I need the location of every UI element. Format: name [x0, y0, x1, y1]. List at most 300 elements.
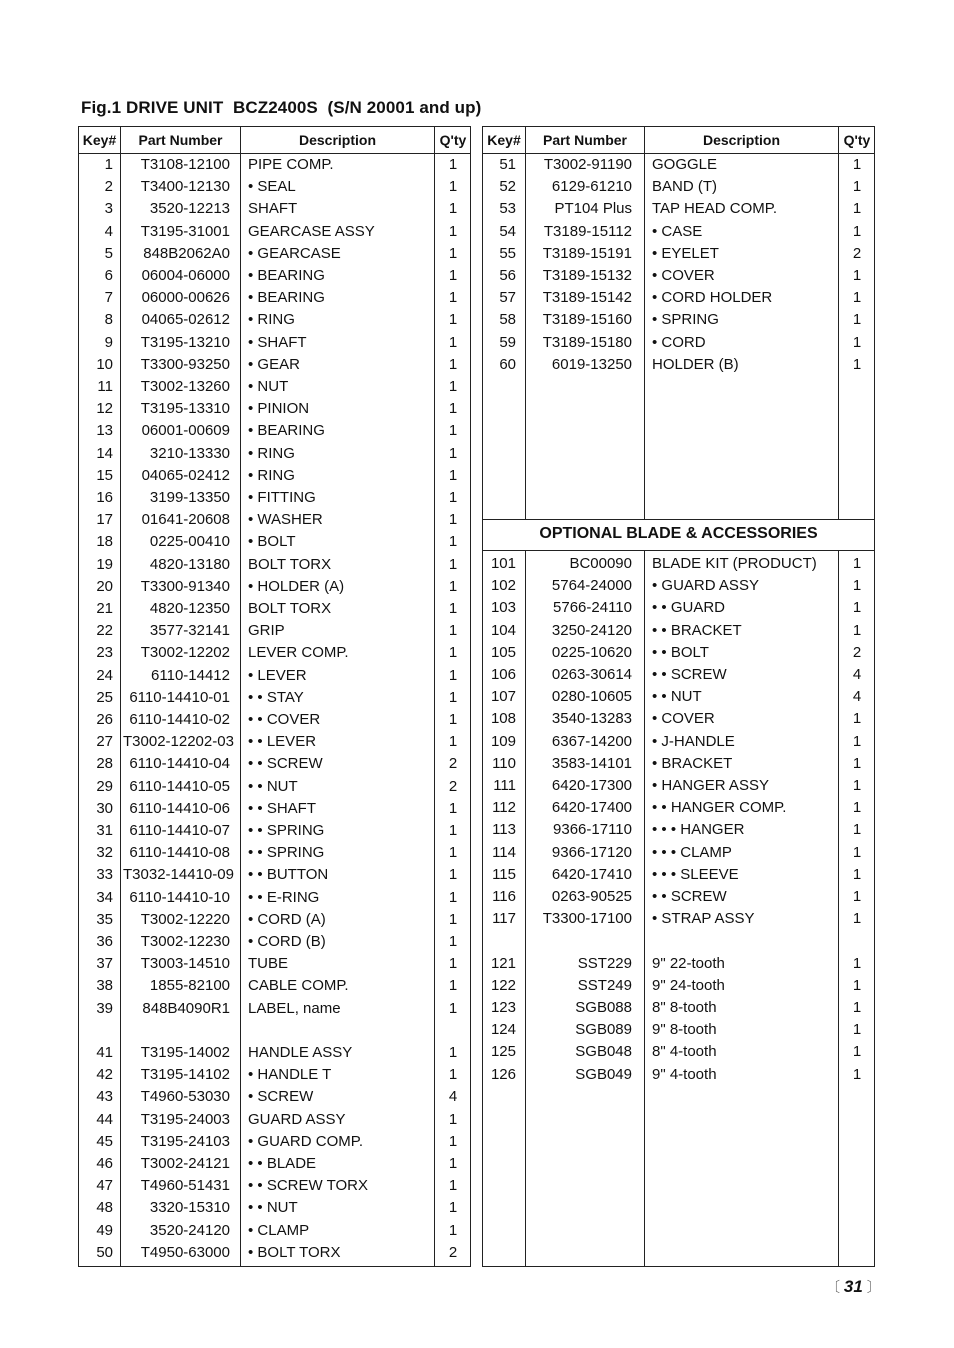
table-row	[79, 776, 470, 798]
part-number-cell: 06001-00609	[141, 422, 230, 440]
key-cell: 121	[490, 954, 516, 972]
table-row	[79, 1242, 470, 1264]
qty-cell: 1	[852, 799, 862, 817]
table-row	[483, 864, 874, 886]
table-row	[79, 509, 470, 531]
qty-cell: 1	[448, 799, 458, 817]
key-cell: 36	[96, 933, 113, 950]
part-number-cell: 0280-10605	[551, 688, 632, 706]
part-number-cell: 6110-14410-10	[129, 888, 230, 906]
part-number-cell: 0263-90525	[551, 888, 632, 905]
qty-cell: 1	[852, 1065, 862, 1083]
key-cell: 110	[492, 754, 516, 772]
table-row	[79, 620, 470, 642]
key-cell: 53	[499, 200, 516, 218]
table-row	[79, 975, 470, 997]
description-cell: 8" 8-tooth	[652, 999, 717, 1016]
part-number-cell: 3210-13330	[149, 444, 230, 462]
qty-cell: 1	[852, 1021, 862, 1039]
key-cell: 45	[96, 1132, 113, 1150]
qty-cell: 1	[448, 1132, 458, 1150]
part-number-cell: T3300-91340	[140, 577, 230, 595]
qty-cell: 1	[852, 178, 862, 196]
table-row	[79, 665, 470, 687]
part-number-cell: T3400-12130	[140, 178, 230, 196]
key-cell: 10	[96, 355, 113, 373]
key-cell: 29	[96, 777, 113, 795]
table-row	[483, 797, 874, 819]
description-cell: • • NUT	[652, 688, 702, 706]
page-title: Fig.1 DRIVE UNIT BCZ2400S (S/N 20001 and up)	[81, 98, 482, 117]
part-number-cell: T3032-14410-09	[123, 866, 234, 884]
qty-cell: 1	[852, 910, 862, 928]
part-number-cell: T4950-63000	[140, 1243, 230, 1261]
table-row	[79, 487, 470, 509]
table-row	[483, 1064, 874, 1086]
part-number-cell: 5764-24000	[551, 577, 632, 595]
table-row	[483, 597, 874, 619]
qty-cell: 1	[448, 444, 458, 462]
part-number-cell: SGB089	[575, 1021, 632, 1039]
key-cell: 101	[490, 555, 516, 572]
qty-cell: 1	[448, 644, 458, 662]
description-cell: • CORD	[652, 333, 706, 351]
key-cell: 124	[490, 1021, 516, 1039]
key-cell: 105	[490, 643, 516, 661]
table-row	[79, 931, 470, 953]
key-cell: 18	[96, 533, 113, 551]
part-number-cell: SST229	[577, 954, 632, 972]
description-cell: • EYELET	[652, 244, 719, 262]
key-cell: 111	[493, 777, 516, 794]
description-cell: • HOLDER (A)	[248, 577, 345, 595]
key-cell: 4	[104, 222, 113, 240]
table-row	[483, 819, 874, 841]
description-cell: 9" 22-tooth	[652, 954, 725, 972]
part-number-cell: 848B4090R1	[142, 999, 230, 1017]
description-cell: LABEL, name	[248, 999, 341, 1017]
qty-cell: 1	[448, 600, 458, 617]
description-cell: • • NUT	[248, 1199, 298, 1217]
part-number-cell: 3320-15310	[149, 1199, 230, 1217]
qty-cell: 1	[852, 200, 862, 218]
table-row	[79, 1020, 470, 1042]
description-cell: • BOLT	[248, 533, 296, 551]
qty-cell: 1	[448, 333, 458, 351]
part-number-cell: 3540-13283	[551, 710, 632, 728]
key-cell: 32	[96, 844, 113, 862]
table-row	[483, 1041, 874, 1063]
part-number-cell: T4960-53030	[140, 1088, 230, 1106]
description-cell: • • SHAFT	[248, 799, 317, 817]
part-number-cell: 1855-82100	[149, 977, 230, 995]
description-cell: • BRACKET	[652, 754, 733, 772]
description-cell: • CORD (A)	[248, 910, 326, 928]
key-cell: 30	[96, 799, 113, 817]
description-cell: BOLT TORX	[248, 600, 332, 617]
table-row	[483, 686, 874, 708]
part-number-cell: 6110-14412	[151, 666, 230, 684]
table-row	[483, 221, 874, 243]
qty-cell: 1	[852, 710, 862, 728]
key-cell: 20	[96, 577, 113, 595]
qty-cell: 1	[448, 156, 458, 173]
part-number-cell: T3002-24121	[140, 1155, 230, 1172]
key-cell: 50	[96, 1243, 113, 1261]
table-row	[79, 731, 470, 753]
part-number-cell: 6110-14410-07	[129, 822, 230, 839]
part-number-cell: T3002-12220	[140, 910, 230, 928]
qty-cell: 4	[852, 688, 862, 706]
key-cell: 16	[96, 489, 113, 506]
table-row	[79, 598, 470, 620]
part-number-cell: 3583-14101	[551, 754, 632, 772]
table-row	[79, 1109, 470, 1131]
description-cell: GOGGLE	[652, 156, 718, 173]
key-cell: 48	[96, 1199, 113, 1217]
qty-cell: 1	[852, 156, 862, 173]
description-cell: • SPRING	[652, 311, 719, 329]
qty-cell: 1	[448, 999, 458, 1017]
part-number-cell: T3002-91190	[543, 156, 632, 173]
table-row	[483, 842, 874, 864]
part-number-cell: 9366-17110	[553, 821, 632, 839]
key-cell: 12	[96, 400, 113, 418]
key-cell: 58	[499, 311, 516, 329]
key-cell: 35	[96, 910, 113, 928]
table-row	[79, 1197, 470, 1219]
description-cell: • • COVER	[248, 711, 321, 728]
table-row	[483, 664, 874, 686]
description-cell: • • BOLT	[652, 643, 709, 661]
table-row	[483, 1019, 874, 1041]
key-cell: 26	[96, 711, 113, 728]
part-number-cell: 6110-14410-08	[129, 844, 230, 862]
description-cell: TAP HEAD COMP.	[652, 200, 778, 218]
description-cell: • HANDLE T	[248, 1066, 332, 1084]
description-cell: • COVER	[652, 710, 715, 728]
part-number-cell: 0225-00410	[149, 533, 230, 551]
table-row	[79, 287, 470, 309]
description-cell: • GUARD COMP.	[248, 1132, 363, 1150]
part-number-cell: T3195-14002	[140, 1044, 230, 1061]
description-cell: LEVER COMP.	[248, 644, 349, 662]
part-number-cell: T3189-15132	[542, 267, 632, 284]
page-number: 〔 31 〕	[826, 1277, 881, 1296]
header-key: Key#	[487, 132, 521, 148]
qty-cell: 1	[448, 822, 458, 839]
table-row	[79, 1086, 470, 1108]
part-number-cell: 6420-17400	[551, 799, 632, 817]
part-number-cell: T3189-15191	[542, 244, 632, 262]
part-number-cell: 6019-13250	[551, 355, 632, 373]
table-row	[79, 864, 470, 886]
part-number-cell: T3195-24103	[140, 1132, 230, 1150]
part-number-cell: 6110-14410-01	[129, 688, 230, 706]
table-row	[79, 1064, 470, 1086]
key-cell: 33	[96, 866, 113, 884]
part-number-cell: T3002-12202	[140, 644, 230, 662]
table-row	[483, 553, 874, 575]
part-number-cell: T3195-31001	[140, 222, 230, 240]
part-number-cell: T3195-14102	[140, 1066, 230, 1084]
table-row	[483, 753, 874, 775]
table-row	[79, 887, 470, 909]
table-row	[79, 1220, 470, 1242]
key-cell: 108	[490, 710, 516, 728]
description-cell: 9" 24-tooth	[652, 976, 725, 994]
key-cell: 46	[96, 1155, 113, 1172]
qty-cell: 1	[448, 533, 458, 551]
qty-cell: 1	[448, 844, 458, 862]
key-cell: 56	[499, 267, 516, 284]
description-cell: • • SCREW	[652, 888, 727, 905]
qty-cell: 1	[448, 711, 458, 728]
table-row	[483, 354, 874, 376]
description-cell: • • LEVER	[248, 733, 317, 751]
table-row	[483, 708, 874, 730]
table-row	[483, 620, 874, 642]
qty-cell: 1	[852, 355, 862, 373]
part-number-cell: 6110-14410-06	[129, 799, 230, 817]
key-cell: 38	[96, 977, 113, 995]
description-cell: • BEARING	[248, 422, 325, 440]
key-cell: 60	[499, 355, 516, 373]
table-row	[79, 1042, 470, 1064]
key-cell: 34	[96, 888, 113, 906]
table-row	[79, 354, 470, 376]
part-number-cell: 6110-14410-04	[129, 755, 230, 773]
key-cell: 19	[96, 555, 113, 573]
page-number-value: 31	[843, 1277, 863, 1296]
table-row	[79, 642, 470, 664]
qty-cell: 1	[448, 688, 458, 706]
qty-cell: 1	[852, 333, 862, 351]
part-number-cell: 06004-06000	[141, 267, 230, 284]
header-qty: Q'ty	[439, 132, 467, 148]
key-cell: 55	[499, 244, 516, 262]
part-number-cell: T3195-13310	[140, 400, 230, 418]
table-row	[79, 198, 470, 220]
description-cell: HANDLE ASSY	[248, 1044, 353, 1061]
part-number-cell: 5766-24110	[553, 599, 632, 617]
description-cell: • SEAL	[248, 178, 296, 196]
qty-cell: 1	[852, 821, 862, 839]
table-row	[483, 265, 874, 287]
qty-cell: 1	[852, 888, 862, 905]
qty-cell: 1	[448, 910, 458, 928]
part-number-cell: 04065-02612	[141, 311, 230, 329]
table-row	[483, 886, 874, 908]
key-cell: 49	[96, 1221, 113, 1239]
table-row	[483, 243, 874, 265]
header-part-number: Part Number	[138, 132, 223, 148]
table-row	[483, 309, 874, 331]
table-row	[483, 198, 874, 220]
key-cell: 57	[499, 289, 516, 307]
key-cell: 11	[97, 378, 113, 395]
part-number-cell: 6420-17300	[551, 777, 632, 794]
description-cell: • GEARCASE	[248, 244, 341, 262]
description-cell: • • NUT	[248, 777, 298, 795]
description-cell: • • GUARD	[652, 599, 726, 617]
description-cell: • • • HANGER	[652, 821, 745, 839]
part-number-cell: T3108-12100	[140, 156, 230, 173]
description-cell: • • • SLEEVE	[652, 865, 739, 883]
description-cell: • SHAFT	[248, 333, 307, 351]
part-number-cell: 9366-17120	[551, 843, 632, 861]
description-cell: BAND (T)	[652, 178, 717, 196]
table-row	[483, 908, 874, 930]
part-number-cell: 6367-14200	[551, 732, 632, 750]
qty-cell: 1	[448, 955, 458, 973]
key-cell: 7	[104, 289, 113, 307]
table-row	[79, 398, 470, 420]
description-cell: • CORD HOLDER	[652, 289, 773, 307]
key-cell: 13	[96, 422, 113, 440]
key-cell: 1	[104, 156, 113, 173]
description-cell: SHAFT	[248, 200, 298, 218]
part-number-cell: 3520-24120	[149, 1221, 230, 1239]
key-cell: 3	[104, 200, 113, 218]
section-divider	[483, 550, 874, 551]
key-cell: 116	[492, 888, 516, 905]
description-cell: TUBE	[248, 955, 289, 973]
part-number-cell: T3195-13210	[140, 333, 230, 351]
description-cell: • PINION	[248, 400, 310, 418]
key-cell: 41	[96, 1044, 113, 1061]
description-cell: HOLDER (B)	[652, 355, 739, 373]
key-cell: 59	[499, 333, 516, 351]
table-row	[79, 332, 470, 354]
part-number-cell: T3195-24003	[140, 1110, 230, 1128]
table-row	[483, 287, 874, 309]
table-row	[79, 576, 470, 598]
description-cell: • RING	[248, 466, 295, 484]
table-row	[483, 731, 874, 753]
table-row	[79, 998, 470, 1020]
part-number-cell: BC00090	[569, 555, 632, 572]
table-row	[79, 531, 470, 553]
part-number-cell: T3003-14510	[140, 955, 230, 973]
qty-cell: 1	[448, 555, 458, 573]
table-row	[79, 798, 470, 820]
qty-cell: 1	[852, 311, 862, 329]
part-number-cell: T3189-15160	[542, 311, 632, 329]
description-cell: 9" 4-tooth	[652, 1065, 717, 1083]
qty-cell: 1	[852, 555, 862, 572]
description-cell: PIPE COMP.	[248, 156, 334, 173]
qty-cell: 1	[448, 1199, 458, 1217]
description-cell: • • E-RING	[248, 888, 320, 906]
qty-cell: 1	[448, 466, 458, 484]
qty-cell: 1	[448, 311, 458, 329]
qty-cell: 1	[448, 378, 458, 395]
qty-cell: 1	[448, 1066, 458, 1084]
table-row	[483, 953, 874, 975]
qty-cell: 4	[448, 1088, 458, 1106]
key-cell: 23	[96, 644, 113, 662]
key-cell: 107	[490, 688, 516, 706]
qty-cell: 1	[448, 355, 458, 373]
description-cell: • BEARING	[248, 289, 325, 307]
part-number-cell: SGB049	[575, 1065, 632, 1083]
table-row	[79, 309, 470, 331]
qty-cell: 1	[448, 511, 458, 529]
key-cell: 27	[96, 733, 113, 751]
description-cell: GRIP	[248, 622, 285, 640]
table-row	[483, 575, 874, 597]
key-cell: 123	[490, 999, 516, 1016]
header-qty: Q'ty	[843, 132, 871, 148]
qty-cell: 2	[448, 1243, 458, 1261]
qty-cell: 1	[852, 732, 862, 750]
table-row	[79, 554, 470, 576]
qty-cell: 1	[448, 489, 458, 506]
table-row	[79, 1131, 470, 1153]
qty-cell: 1	[448, 422, 458, 440]
part-number-cell: SGB088	[575, 999, 632, 1016]
description-cell: • BEARING	[248, 267, 325, 284]
qty-cell: 1	[448, 1110, 458, 1128]
key-cell: 39	[96, 999, 113, 1017]
qty-cell: 1	[852, 599, 862, 617]
table-row	[79, 154, 470, 176]
description-cell: • • SCREW	[652, 666, 727, 683]
qty-cell: 1	[448, 733, 458, 751]
key-cell: 22	[96, 622, 113, 640]
table-row	[79, 265, 470, 287]
table-row	[483, 997, 874, 1019]
qty-cell: 1	[448, 400, 458, 418]
part-number-cell: 6129-61210	[551, 178, 632, 196]
key-cell: 103	[490, 599, 516, 617]
key-cell: 14	[96, 444, 113, 462]
table-row	[79, 753, 470, 775]
key-cell: 24	[96, 666, 113, 684]
header-description: Description	[702, 132, 780, 148]
table-row	[79, 221, 470, 243]
qty-cell: 1	[852, 289, 862, 307]
qty-cell: 2	[448, 755, 458, 773]
qty-cell: 1	[448, 577, 458, 595]
table-row	[79, 420, 470, 442]
qty-cell: 1	[448, 1044, 458, 1061]
part-number-cell: T3189-15142	[542, 289, 632, 307]
qty-cell: 1	[852, 621, 862, 639]
qty-cell: 1	[448, 1177, 458, 1195]
key-cell: 113	[492, 821, 516, 839]
table-row	[483, 642, 874, 664]
part-number-cell: T3300-93250	[140, 355, 230, 373]
qty-cell: 1	[448, 200, 458, 218]
qty-cell: 1	[852, 865, 862, 883]
key-cell: 28	[96, 755, 113, 773]
table-row	[483, 332, 874, 354]
description-cell: 9" 8-tooth	[652, 1021, 717, 1039]
key-cell: 114	[492, 843, 516, 861]
part-number-cell: T4960-51431	[140, 1177, 230, 1195]
key-cell: 52	[499, 178, 516, 196]
table-row	[79, 953, 470, 975]
description-cell: • • SPRING	[248, 822, 325, 839]
table-row	[79, 176, 470, 198]
key-cell: 102	[490, 577, 516, 595]
table-row	[79, 443, 470, 465]
key-cell: 17	[96, 511, 113, 529]
part-number-cell: 3250-24120	[551, 621, 632, 639]
key-cell: 21	[96, 600, 113, 617]
